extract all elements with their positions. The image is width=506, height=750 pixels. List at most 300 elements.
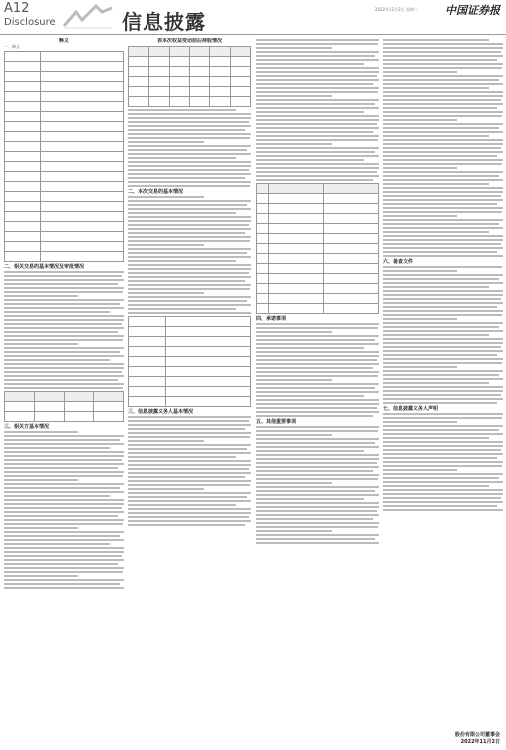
text-line	[128, 508, 251, 510]
text-line	[256, 462, 377, 464]
text-line	[383, 505, 497, 507]
text-line	[383, 441, 503, 443]
text-line	[256, 411, 379, 413]
text-line	[383, 485, 489, 487]
text-line	[128, 121, 249, 123]
text-line	[383, 326, 499, 328]
text-line	[128, 260, 236, 262]
col2-subheading-1: 二、本次交易的基本情况	[128, 189, 184, 195]
text-line	[4, 327, 124, 329]
signature-company: 股份有限公司董事会	[454, 732, 500, 738]
text-line	[256, 75, 377, 77]
text-line	[256, 327, 378, 329]
text-line	[128, 504, 236, 506]
text-line	[256, 67, 379, 69]
text-line	[256, 502, 379, 504]
text-line	[256, 506, 379, 508]
text-line	[383, 219, 503, 221]
text-line	[383, 473, 503, 475]
text-line	[383, 39, 489, 41]
signature-date: 2022年11月2日	[460, 739, 500, 745]
text-line	[128, 484, 250, 486]
text-line	[128, 416, 251, 418]
text-line	[128, 456, 236, 458]
col4-subheading-2: 七、信息披露义务人声明	[383, 406, 439, 412]
text-line	[383, 346, 501, 348]
text-line	[128, 512, 251, 514]
text-line	[256, 147, 379, 149]
text-line	[128, 300, 247, 302]
text-line	[128, 436, 250, 438]
text-line	[256, 391, 379, 393]
text-line	[128, 173, 251, 175]
text-line	[383, 71, 457, 73]
text-line	[256, 331, 332, 333]
text-line	[383, 123, 503, 125]
text-line	[128, 440, 204, 442]
text-line	[4, 483, 124, 485]
text-line	[4, 339, 123, 341]
text-line	[383, 402, 497, 404]
text-line	[383, 243, 501, 245]
page-number: A12	[4, 1, 30, 16]
text-line	[128, 296, 251, 298]
text-line	[383, 445, 503, 447]
text-line	[128, 232, 245, 234]
text-line	[256, 359, 377, 361]
text-line	[4, 463, 124, 465]
text-line	[383, 51, 501, 53]
col3-subheading-2: 五、其他重要事项	[256, 419, 297, 425]
text-line	[383, 139, 503, 141]
text-line	[128, 252, 247, 254]
text-line	[128, 133, 251, 135]
text-line	[383, 91, 503, 93]
text-line	[383, 469, 457, 471]
text-line	[128, 428, 245, 430]
text-line	[383, 43, 503, 45]
text-line	[256, 510, 377, 512]
text-line	[256, 474, 379, 476]
text-line	[4, 583, 120, 585]
newspaper-name: 中国证券报	[445, 4, 500, 17]
text-line	[4, 563, 118, 565]
text-line	[383, 318, 457, 320]
text-line	[4, 347, 124, 349]
text-line	[128, 464, 251, 466]
col1-small-table	[4, 391, 124, 422]
col1-subheading-1: 二、相关交易的基本情况及审批情况	[4, 264, 85, 270]
text-line	[4, 367, 124, 369]
text-line	[256, 83, 373, 85]
text-line	[256, 534, 379, 536]
text-line	[4, 487, 120, 489]
text-line	[4, 511, 124, 513]
text-line	[256, 383, 379, 385]
text-line	[383, 390, 503, 392]
text-line	[256, 55, 375, 57]
text-line	[383, 274, 503, 276]
text-line	[4, 375, 124, 377]
text-line	[383, 59, 497, 61]
shareholding-table	[128, 46, 251, 107]
col1-subheading-2: 三、相关方基本情况	[4, 424, 50, 430]
text-line	[383, 231, 489, 233]
text-line	[256, 490, 375, 492]
text-line	[128, 137, 250, 139]
text-line	[256, 91, 378, 93]
text-line	[4, 351, 120, 353]
text-line	[383, 362, 502, 364]
text-line	[128, 480, 251, 482]
text-line	[128, 161, 251, 163]
col4-text-block-2	[383, 266, 503, 404]
text-line	[256, 135, 379, 137]
text-line	[256, 175, 379, 177]
text-line	[256, 395, 364, 397]
text-line	[4, 459, 122, 461]
text-line	[383, 47, 503, 49]
text-line	[128, 272, 249, 274]
text-line	[383, 55, 503, 57]
text-line	[256, 115, 379, 117]
text-line	[383, 103, 503, 105]
text-line	[128, 224, 249, 226]
text-line	[128, 220, 251, 222]
text-line	[256, 486, 379, 488]
text-line	[128, 264, 251, 266]
text-line	[383, 155, 497, 157]
text-line	[256, 59, 379, 61]
text-line	[256, 375, 378, 377]
text-line	[4, 519, 124, 521]
text-line	[256, 43, 378, 45]
text-line	[383, 417, 502, 419]
text-line	[383, 354, 497, 356]
text-line	[128, 424, 251, 426]
text-line	[128, 185, 250, 187]
text-line	[256, 518, 373, 520]
text-line	[256, 371, 379, 373]
text-line	[383, 370, 503, 372]
text-line	[256, 347, 364, 349]
text-line	[128, 468, 249, 470]
text-line	[383, 167, 457, 169]
text-line	[128, 196, 204, 198]
col2-subheading-2: 三、信息披露义务人基本情况	[128, 409, 194, 415]
text-line	[128, 200, 251, 202]
text-line	[383, 449, 501, 451]
text-line	[4, 547, 124, 549]
text-line	[128, 312, 251, 314]
text-line	[383, 509, 503, 511]
text-line	[128, 520, 251, 522]
text-line	[256, 51, 379, 53]
text-line	[256, 107, 379, 109]
text-line	[128, 236, 251, 238]
text-line	[383, 489, 503, 491]
col2-heading: 表本次权益变动前后持股情况	[156, 38, 222, 44]
text-line	[4, 467, 118, 469]
text-line	[383, 413, 503, 415]
text-line	[4, 571, 123, 573]
text-line	[383, 131, 503, 133]
text-line	[256, 367, 373, 369]
text-line	[4, 531, 124, 533]
text-line	[256, 167, 379, 169]
col2-entity-table	[128, 316, 251, 407]
text-line	[256, 163, 379, 165]
text-line	[128, 244, 204, 246]
text-line	[383, 294, 503, 296]
text-line	[256, 454, 379, 456]
text-line	[383, 135, 489, 137]
text-line	[383, 115, 502, 117]
text-line	[383, 350, 503, 352]
text-line	[256, 339, 375, 341]
text-line	[4, 431, 78, 433]
text-line	[4, 307, 124, 309]
col1-text-block-1	[4, 271, 124, 389]
text-line	[128, 228, 251, 230]
text-line	[383, 501, 503, 503]
text-line	[128, 524, 245, 526]
text-line	[256, 403, 379, 405]
text-line	[256, 123, 377, 125]
text-line	[4, 287, 124, 289]
text-line	[256, 111, 364, 113]
text-line	[128, 500, 251, 502]
text-line	[383, 425, 503, 427]
text-line	[256, 131, 373, 133]
issue-date: 2022年11月2日 星期三	[374, 7, 418, 12]
text-line	[256, 494, 379, 496]
text-line	[383, 187, 503, 189]
text-line	[383, 322, 503, 324]
text-line	[4, 579, 124, 581]
text-line	[256, 542, 379, 544]
text-line	[383, 251, 497, 253]
text-line	[128, 444, 251, 446]
text-line	[383, 255, 503, 257]
text-line	[4, 495, 110, 497]
text-line	[383, 215, 457, 217]
text-line	[256, 155, 379, 157]
text-line	[128, 476, 245, 478]
text-line	[4, 303, 120, 305]
text-line	[128, 109, 236, 111]
text-line	[256, 99, 379, 101]
text-line	[128, 452, 251, 454]
text-line	[4, 523, 123, 525]
text-line	[128, 113, 251, 115]
text-line	[383, 378, 503, 380]
text-line	[4, 283, 118, 285]
text-line	[383, 290, 503, 292]
text-line	[383, 67, 502, 69]
text-line	[256, 458, 379, 460]
text-line	[383, 83, 503, 85]
text-line	[383, 314, 502, 316]
text-line	[383, 239, 503, 241]
text-line	[256, 127, 379, 129]
text-line	[128, 169, 249, 171]
text-line	[383, 143, 503, 145]
swoosh-logo	[62, 4, 114, 30]
text-line	[128, 216, 251, 218]
text-line	[128, 460, 251, 462]
text-line	[128, 212, 236, 214]
text-line	[256, 415, 373, 417]
text-line	[128, 141, 204, 143]
text-line	[383, 334, 489, 336]
text-line	[256, 530, 332, 532]
text-line	[128, 268, 251, 270]
col4-text-block-3	[383, 413, 503, 511]
text-line	[256, 426, 379, 428]
text-line	[4, 543, 110, 545]
text-line	[4, 439, 120, 441]
text-line	[128, 308, 236, 310]
text-line	[256, 482, 332, 484]
text-line	[256, 39, 379, 41]
text-line	[383, 477, 499, 479]
col4-text-block-1	[383, 39, 503, 257]
text-line	[383, 179, 503, 181]
text-line	[4, 359, 110, 361]
text-line	[383, 358, 503, 360]
text-line	[128, 420, 249, 422]
text-line	[128, 240, 250, 242]
text-line	[4, 291, 123, 293]
text-line	[256, 407, 377, 409]
text-line	[256, 95, 332, 97]
text-line	[383, 461, 503, 463]
text-line	[383, 75, 503, 77]
text-line	[256, 171, 377, 173]
text-line	[383, 421, 457, 423]
text-line	[128, 448, 247, 450]
text-line	[383, 374, 499, 376]
text-line	[256, 538, 375, 540]
text-line	[256, 79, 379, 81]
text-line	[256, 63, 364, 65]
text-line	[256, 103, 375, 105]
text-line	[4, 323, 122, 325]
text-line	[4, 295, 78, 297]
text-line	[383, 95, 503, 97]
text-line	[4, 371, 122, 373]
text-line	[383, 437, 489, 439]
text-line	[256, 478, 378, 480]
text-line	[256, 466, 379, 468]
text-line	[256, 526, 378, 528]
text-line	[128, 248, 251, 250]
text-line	[256, 179, 373, 181]
text-line	[128, 472, 251, 474]
text-line	[383, 159, 503, 161]
text-line	[4, 555, 122, 557]
text-line	[4, 491, 124, 493]
text-line	[4, 343, 78, 345]
text-line	[4, 271, 124, 273]
text-line	[4, 387, 123, 389]
text-line	[128, 125, 251, 127]
masthead	[0, 0, 506, 35]
text-line	[383, 366, 457, 368]
text-line	[383, 199, 503, 201]
text-line	[383, 481, 503, 483]
text-line	[4, 379, 118, 381]
text-line	[383, 386, 503, 388]
text-line	[4, 299, 124, 301]
text-line	[4, 319, 124, 321]
text-line	[383, 227, 503, 229]
col1-lead: 一、释义	[4, 44, 20, 49]
text-line	[383, 398, 503, 400]
text-line	[383, 310, 503, 312]
text-line	[383, 163, 502, 165]
text-line	[128, 284, 251, 286]
text-line	[4, 515, 118, 517]
text-line	[4, 447, 110, 449]
text-line	[4, 527, 78, 529]
text-line	[256, 119, 379, 121]
text-line	[383, 302, 503, 304]
text-line	[383, 151, 503, 153]
text-line	[4, 475, 123, 477]
text-line	[383, 298, 501, 300]
text-line	[256, 379, 332, 381]
text-line	[383, 171, 503, 173]
text-line	[383, 195, 501, 197]
text-line	[383, 433, 503, 435]
text-line	[4, 335, 124, 337]
text-line	[128, 496, 247, 498]
text-line	[4, 435, 124, 437]
text-line	[128, 117, 251, 119]
text-line	[256, 438, 379, 440]
text-line	[128, 153, 251, 155]
text-line	[383, 330, 503, 332]
col2-text-block-1	[128, 109, 251, 187]
text-line	[383, 191, 503, 193]
text-line	[128, 208, 251, 210]
text-line	[4, 455, 124, 457]
text-line	[128, 276, 251, 278]
text-line	[256, 363, 379, 365]
text-line	[383, 457, 497, 459]
text-line	[128, 177, 245, 179]
text-line	[128, 280, 245, 282]
text-line	[383, 493, 503, 495]
text-line	[383, 278, 499, 280]
text-line	[256, 151, 375, 153]
column-4	[383, 38, 503, 744]
col4-subheading-1: 六、备查文件	[383, 259, 414, 265]
text-line	[383, 338, 503, 340]
signature-block	[455, 732, 500, 746]
text-line	[383, 183, 489, 185]
text-line	[128, 516, 249, 518]
section-title: 信息披露	[122, 10, 206, 34]
text-line	[383, 282, 503, 284]
text-line	[128, 204, 247, 206]
text-line	[256, 355, 379, 357]
text-line	[128, 129, 245, 131]
text-line	[256, 442, 375, 444]
text-line	[383, 465, 502, 467]
